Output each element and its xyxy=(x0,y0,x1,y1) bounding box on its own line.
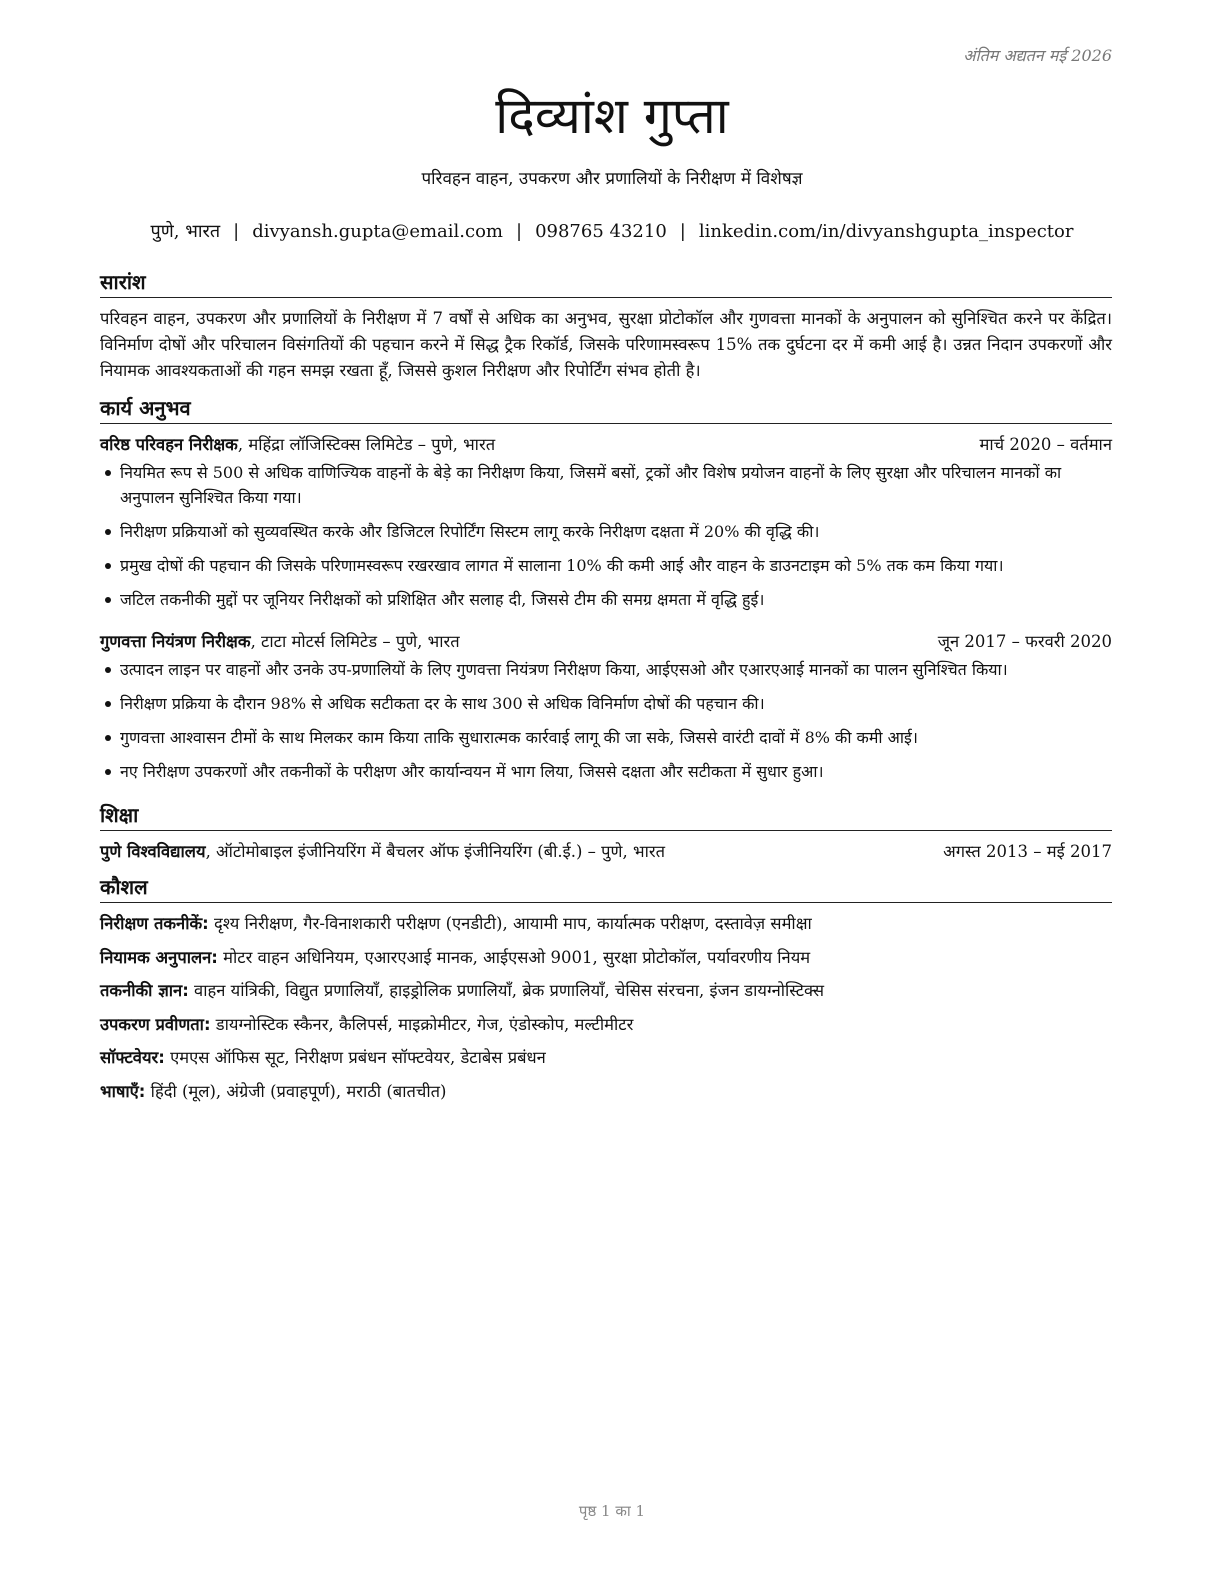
skill-value: हिंदी (मूल), अंग्रेजी (प्रवाहपूर्ण), मराठी (बातचीत) xyxy=(145,1081,447,1101)
job-title-line xyxy=(100,432,495,458)
resume-content xyxy=(100,268,1112,1112)
job-header xyxy=(100,629,1112,655)
job-role: वरिष्ठ परिवहन निरीक्षक xyxy=(100,435,238,454)
experience-section xyxy=(100,394,1112,784)
skill-row xyxy=(100,911,1112,937)
skill-row xyxy=(100,1045,1112,1071)
skill-row xyxy=(100,978,1112,1004)
education-heading: शिक्षा xyxy=(100,801,1112,831)
summary-section xyxy=(100,268,1112,384)
contact-separator: | xyxy=(233,221,240,242)
job-title-line xyxy=(100,629,460,655)
candidate-name: दिव्यांश गुप्ता xyxy=(495,87,729,145)
contact-phone: 098765 43210 xyxy=(535,221,667,242)
bullet-item: प्रमुख दोषों की पहचान की जिसके परिणामस्वरूप रखरखाव लागत में सालाना 10% की कमी आई और वाहन के डाउनटाइम को 5% तक कम किया गया। xyxy=(100,553,1112,578)
job-entry xyxy=(100,432,1112,612)
skill-value: वाहन यांत्रिकी, विद्युत प्रणालियाँ, हाइड्रोलिक प्रणालियाँ, ब्रेक प्रणालियाँ, चेसिस संरचना, इंजन डायग्नोस्टिक्स xyxy=(188,981,825,1000)
summary-heading: सारांश xyxy=(100,268,1112,298)
bullet-item: जटिल तकनीकी मुद्दों पर जूनियर निरीक्षकों को प्रशिक्षित और सलाह दी, जिससे टीम की समग्र क्षमता में वृद्धि हुई। xyxy=(100,587,1112,612)
skill-label: तकनीकी ज्ञान: xyxy=(100,981,189,1000)
contact-separator: | xyxy=(516,221,523,242)
bullet-item: निरीक्षण प्रक्रियाओं को सुव्यवस्थित करके और डिजिटल रिपोर्टिंग सिस्टम लागू करके निरीक्षण दक्षता में 20% की वृद्धि की। xyxy=(100,519,1112,544)
skill-value: दृश्य निरीक्षण, गैर-विनाशकारी परीक्षण (एनडीटी), आयामी माप, कार्यात्मक परीक्षण, दस्तावेज़ समीक्षा xyxy=(208,914,812,933)
skill-row xyxy=(100,1012,1112,1038)
skill-value: मोटर वाहन अधिनियम, एआरएआई मानक, आईएसओ 9001, सुरक्षा प्रोटोकॉल, पर्यावरणीय नियम xyxy=(217,947,811,967)
job-bullets xyxy=(100,657,1112,784)
job-entry xyxy=(100,629,1112,784)
job-organization: , महिंद्रा लॉजिस्टिक्स लिमिटेड – पुणे, भारत xyxy=(237,435,496,454)
bullet-item: गुणवत्ता आश्वासन टीमों के साथ मिलकर काम किया ताकि सुधारात्मक कार्रवाई लागू की जा सके, जिससे वारंटी दावों में 8% की कमी आई। xyxy=(100,725,1112,750)
contact-line xyxy=(0,219,1224,245)
page-number: पृष्ठ 1 का 1 xyxy=(578,1502,646,1520)
job-dates: मार्च 2020 – वर्तमान xyxy=(979,435,1112,454)
job-organization: , टाटा मोटर्स लिमिटेड – पुणे, भारत xyxy=(250,632,460,651)
skill-label: सॉफ्टवेयर: xyxy=(100,1048,165,1067)
job-dates: जून 2017 – फरवरी 2020 xyxy=(937,632,1112,651)
skill-value: डायग्नोस्टिक स्कैनर, कैलिपर्स, माइक्रोमीटर, गेज, एंडोस्कोप, मल्टीमीटर xyxy=(210,1014,634,1034)
bullet-item: नियमित रूप से 500 से अधिक वाणिज्यिक वाहनों के बेड़े का निरीक्षण किया, जिसमें बसों, ट्रकों और विशेष प्रयोजन वाहनों के लिए सुरक्षा और परिचालन मानकों का अनुपालन सुनिश्चित किया गया। xyxy=(100,460,1112,510)
education-dates: अगस्त 2013 – मई 2017 xyxy=(943,842,1112,861)
job-header xyxy=(100,432,1112,458)
contact-separator: | xyxy=(679,221,686,242)
tagline: परिवहन वाहन, उपकरण और प्रणालियों के निरीक्षण में विशेषज्ञ xyxy=(421,169,803,189)
skill-row xyxy=(100,945,1112,971)
experience-heading: कार्य अनुभव xyxy=(100,394,1112,424)
education-degree: , ऑटोमोबाइल इंजीनियरिंग में बैचलर ऑफ इंजीनियरिंग (बी.ई.) – पुणे, भारत xyxy=(205,842,665,861)
job-bullets xyxy=(100,460,1112,612)
skills-section xyxy=(100,873,1112,1105)
bullet-item: नए निरीक्षण उपकरणों और तकनीकों के परीक्षण और कार्यान्वयन में भाग लिया, जिससे दक्षता और सटीकता में सुधार हुआ। xyxy=(100,759,1112,784)
bullet-item: उत्पादन लाइन पर वाहनों और उनके उप-प्रणालियों के लिए गुणवत्ता नियंत्रण निरीक्षण किया, आईएसओ और एआरएआई मानकों का पालन सुनिश्चित किया। xyxy=(100,657,1112,682)
education-line xyxy=(100,839,665,865)
skill-label: निरीक्षण तकनीकें: xyxy=(100,914,209,933)
skills-list xyxy=(100,911,1112,1105)
skill-row xyxy=(100,1079,1112,1105)
skills-heading: कौशल xyxy=(100,873,1112,903)
job-role: गुणवत्ता नियंत्रण निरीक्षक xyxy=(100,632,251,651)
skill-label: नियामक अनुपालन: xyxy=(100,947,218,967)
summary-text: परिवहन वाहन, उपकरण और प्रणालियों के निरीक्षण में 7 वर्षों से अधिक का अनुभव, सुरक्षा प्रोटोकॉल और गुणवत्ता मानकों के अनुपालन को सुनिश्चित करने पर केंद्रित। विनिर्माण दोषों और परिचालन विसंगतियों की पहचान करने में सिद्ध ट्रैक रिकॉर्ड, जिसके परिणामस्वरूप 15% तक दुर्घटना दर में कमी आई है। उन्नत निदान उपकरणों और नियामक आवश्यकताओं की गहन समझ रखता हूँ, जिससे कुशल निरीक्षण और रिपोर्टिंग संभव होती है। xyxy=(100,309,1112,380)
skill-label: उपकरण प्रवीणता: xyxy=(100,1014,211,1034)
education-entry xyxy=(100,839,1112,865)
contact-email[interactable]: divyansh.gupta@email.com xyxy=(252,221,503,242)
contact-location: पुणे, भारत xyxy=(150,221,221,242)
last-updated: अंतिम अद्यतन मई 2026 xyxy=(963,46,1112,65)
bullet-item: निरीक्षण प्रक्रिया के दौरान 98% से अधिक सटीकता दर के साथ 300 से अधिक विनिर्माण दोषों की पहचान की। xyxy=(100,691,1112,716)
skill-label: भाषाएँ: xyxy=(100,1081,146,1101)
education-section xyxy=(100,801,1112,865)
skill-value: एमएस ऑफिस सूट, निरीक्षण प्रबंधन सॉफ्टवेयर, डेटाबेस प्रबंधन xyxy=(164,1048,546,1067)
education-institution: पुणे विश्वविद्यालय xyxy=(100,842,206,861)
contact-linkedin[interactable]: linkedin.com/in/divyanshgupta_inspector xyxy=(698,221,1074,242)
